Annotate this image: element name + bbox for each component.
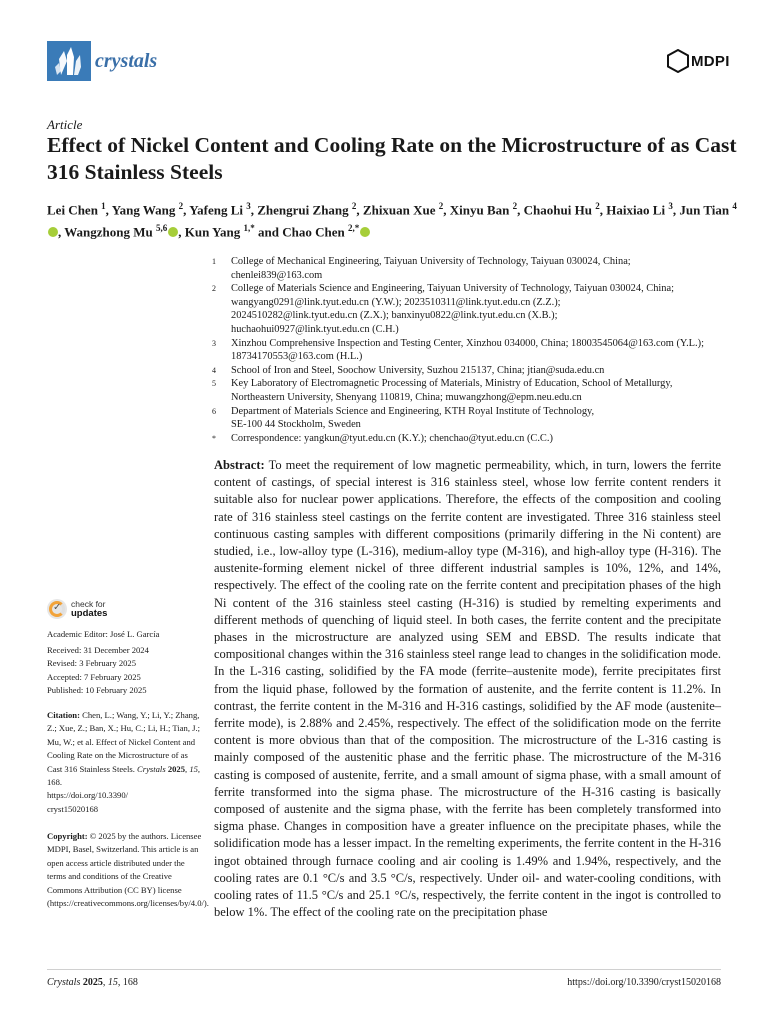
affiliation-line: Key Laboratory of Electromagnetic Processing of Materials, Ministry of Education, School of Metallurgy, (231, 378, 673, 390)
revised-date: Revised: 3 February 2025 (47, 658, 137, 669)
affiliation-item (212, 282, 732, 336)
author-name: Yafeng Li (189, 202, 244, 218)
citation-doi[interactable] (47, 789, 202, 816)
affiliation-text (231, 364, 732, 378)
check-for-updates-badge[interactable] (47, 598, 127, 620)
footer-doi-link[interactable]: https://doi.org/10.3390/cryst15020168 (567, 977, 721, 988)
author-name: Yang Wang (111, 202, 176, 218)
citation-label: Citation: (47, 710, 80, 720)
article-type: Article (47, 117, 83, 132)
affiliation-text (231, 432, 732, 446)
affiliation-number: 2 (212, 284, 216, 294)
author-name: Haixiao Li (606, 202, 666, 218)
affiliation-line: wangyang0291@link.tyut.edu.cn (Y.W.); 2023510311@link.tyut.edu.cn (Z.Z.); (231, 296, 561, 308)
author-affiliation-marker: 2 (512, 201, 518, 211)
affiliation-item (212, 405, 732, 432)
affiliation-line: College of Materials Science and Engineering, Taiyuan University of Technology, Taiyuan 030024, China; (231, 283, 674, 295)
affiliation-line: 2024510282@link.tyut.edu.cn (Z.X.); banxinyu0822@link.tyut.edu.cn (X.B.); (231, 310, 558, 322)
affiliation-text (231, 255, 732, 282)
publisher-name: MDPI (691, 52, 730, 70)
affiliation-text (231, 377, 732, 404)
affiliation-number: * (212, 433, 216, 443)
affiliation-line: School of Iron and Steel, Soochow University, Suzhou 215137, China; jtian@suda.edu.cn (231, 364, 605, 376)
publication-dates (47, 644, 202, 698)
citation-block: Citation: Chen, L.; Wang, Y.; Li, Y.; Zhang, Z.; Xue, Z.; Ban, X.; Hu, C.; Li, H.; Tian, J.; Mu, W.; et al. Effect of Nickel Content and Cooling Rate on the Microstructure of as Cast 316 Stainless Steels. Crystals 2025, 15, 168. https://doi.org/10.3390/ cryst15020168 (47, 709, 202, 816)
crystal-icon (47, 41, 91, 81)
affiliation-item (212, 364, 732, 378)
article-title: Effect of Nickel Content and Cooling Rate on the Microstructure of as Cast 316 Stainless Steels (47, 133, 737, 184)
footer-year: 2025 (82, 977, 103, 988)
author-name: Zhengrui Zhang (257, 202, 349, 218)
copyright-block (47, 830, 209, 910)
citation-doi-line2[interactable]: cryst15020168 (47, 803, 99, 814)
orcid-icon[interactable] (48, 227, 58, 237)
affiliation-line: SE-100 44 Stockholm, Sweden (231, 419, 361, 431)
author-affiliation-marker: 1 (101, 201, 106, 211)
affiliation-line: Correspondence: yangkun@tyut.edu.cn (K.Y.); chenchao@tyut.edu.cn (C.C.) (231, 432, 553, 444)
received-date: Received: 31 December 2024 (47, 645, 149, 655)
journal-logo[interactable] (47, 41, 91, 81)
orcid-icon[interactable] (168, 227, 178, 237)
orcid-icon[interactable] (360, 227, 370, 237)
author-name: Chao Chen (282, 224, 345, 240)
copyright-text: © 2025 by the authors. Licensee MDPI, Basel, Switzerland. This article is an open access article distributed under the terms and conditions of the Creative Commons Attribution (CC BY) license (https://creativecommons.org/licenses/by/4.0/). (47, 831, 209, 909)
citation-year: 2025 (167, 763, 186, 774)
affiliation-line: Xinzhou Comprehensive Inspection and Testing Center, Xinzhou 034000, China; 18003545064@163.com (Y.L.); (231, 337, 704, 349)
mdpi-hexagon-icon (667, 49, 689, 73)
affiliation-text (231, 337, 732, 364)
affiliation-number: 1 (212, 257, 216, 266)
affiliation-number: 4 (212, 365, 216, 375)
author-name: Jun Tian (679, 202, 730, 218)
affiliation-item (212, 255, 732, 282)
affiliation-line: Department of Materials Science and Engineering, KTH Royal Institute of Technology, (231, 405, 595, 417)
affiliation-line: College of Mechanical Engineering, Taiyuan University of Technology, Taiyuan 030024, China; (231, 256, 631, 267)
affiliation-number: 3 (212, 338, 216, 348)
affiliation-line: 18734170553@163.com (H.L.) (231, 351, 363, 363)
author-name: Xinyu Ban (449, 202, 510, 218)
author-list: Lei Chen $^1$, Yang Wang $^2$, Yafeng Li $^3$, Zhengrui Zhang $^2$, Zhixuan Xue $^2$, Xinyu Ban $^2$, Chaohui Hu $^2$, Haixiao Li $^3$, Jun Tian $^4$, Wangzhong Mu $^{5,6}$ , Kun Yang $^{1,*}$ and Chao Chen $^{2,*}$ (47, 201, 737, 240)
check-updates-line1: check for (71, 599, 106, 609)
affiliation-item (212, 432, 732, 446)
journal-name[interactable]: crystals (95, 50, 158, 72)
author-join: and (258, 224, 280, 240)
copyright-label: Copyright: (47, 831, 88, 841)
author-name: Zhixuan Xue (362, 202, 436, 218)
affiliations (212, 255, 732, 445)
author-affiliation-marker: 2 (178, 201, 184, 211)
author-affiliation-marker: 3 (246, 201, 251, 211)
footer-journal: Crystals (47, 977, 81, 988)
footer-citation: Crystals 2025, 15, 168 (47, 977, 138, 988)
affiliation-line: huchaohui0927@link.tyut.edu.cn (C.H.) (231, 323, 399, 335)
affiliation-text (231, 405, 732, 432)
author-name: Chaohui Hu (523, 202, 592, 218)
author-affiliation-marker: 2 (438, 201, 444, 211)
author-name: Wangzhong Mu (64, 224, 153, 240)
author-affiliation-marker: 2 (351, 201, 357, 211)
abstract (214, 457, 721, 921)
citation-volume: 15 (189, 763, 198, 774)
affiliation-number: 5 (212, 379, 216, 389)
accepted-date: Accepted: 7 February 2025 (47, 671, 141, 682)
author-name: Lei Chen (47, 202, 98, 218)
publisher-logo[interactable] (667, 44, 730, 78)
abstract-label: Abstract: (214, 458, 265, 472)
citation-page: , 168. (47, 763, 201, 788)
citation-journal: Crystals (137, 763, 166, 774)
author-affiliation-marker: 5,6 (156, 223, 168, 234)
published-date: Published: 10 February 2025 (47, 685, 147, 696)
footer-page: , 168 (117, 977, 138, 988)
author-affiliation-marker: 4 (732, 201, 737, 211)
citation-text: Chen, L.; Wang, Y.; Li, Y.; Zhang, Z.; Xue, Z.; Ban, X.; Hu, C.; Li, H.; Tian, J.; Mu, W.; et al. Effect of Nickel Content and Cooling Rate on the Microstructure of as Cast 316 Stainless Steels. (47, 710, 201, 774)
affiliation-line: chenlei839@163.com (231, 269, 323, 281)
author-affiliation-marker: 1,* (243, 223, 255, 234)
affiliation-item (212, 377, 732, 404)
affiliation-line: Northeastern University, Shenyang 110819, China; muwangzhong@epm.neu.edu.cn (231, 391, 582, 403)
author-affiliation-marker: 2,* (348, 223, 360, 234)
affiliation-text (231, 282, 732, 336)
author-affiliation-marker: 2 (595, 201, 600, 211)
academic-editor: Academic Editor: José L. García (47, 629, 160, 639)
footer-divider (47, 969, 721, 970)
affiliation-number: 6 (212, 406, 216, 416)
affiliation-item (212, 337, 732, 364)
footer-volume: 15 (107, 977, 118, 988)
citation-doi-line1[interactable]: https://doi.org/10.3390/ (47, 790, 129, 801)
check-updates-icon: ✓ (47, 599, 67, 619)
author-name: Kun Yang (184, 224, 241, 240)
abstract-text: To meet the requirement of low magnetic permeability, which, in turn, lowers the ferrite content of castings, of special interest is 316 stainless steel, whose low ferrite content renders it suitable also for nuclear power applications. Therefore, the effects of the composition and cooling rate of 316 stainless steel castings on the ferrite content are investigated. Three 316 stainless steel continuous casting samples with different compositions (primarily differing in the Ni content) are studied, i.e., low-alloy type (L-316), medium-alloy type (M-316), and high-alloy type (H-316). The austenite-forming element nickel of three different industrial samples is 10%, 12%, and 14%, respectively. The effect of the cooling rate on the ferrite content and precipitation phases of the high Ni content of the 316 stainless steel casting (H-316) is studied by remelting experiments and different methods of quenching of liquid steel. In both cases, the ferrite content and the precipitate phases in the microstructure are analyzed using SEM and EBSD. The results indicate that compositional changes within the 316 stainless steel range lead to changes in the solidification mode. In the L-316 casting, solidified by the FA mode (ferrite–austenite mode), ferrite precipitates first from the liquid phase, followed by the formation of austenite, and the ferrite content is 11.2%. In contrast, the ferrite content in the M-316 and H-316 castings, solidified by the AF mode (austenite–ferrite mode), is 2.88% and 2.45%, respectively. The effect of the solidification mode on the ferrite content is more obvious than that of the composition. The microstructure of the L-316 casting is mainly composed of the austenitic phase and the ferritic phase. The microstructure of the M-316 casting is composed of austenite, ferrite, and a small amount of sigma phase, with a small amount of ferrite transformed into the sigma phase. The microstructure of the H-316 casting is basically composed of austenite and the sigma phase, with the ferrite has been completely transformed into sigma phase. Changes in composition have a greater influence on the precipitate phases, while the solidification mode has a lesser impact. In the remelting experiments, the ferrite content in the H-316 ingot obtained through furnace cooling and air cooling is 1.49% and 1.94%, respectively, and the cooling rates are 0.1 °C/s and 3.5 °C/s, respectively. Under oil- and water-cooling conditions, with cooling rates of 11.5 °C/s and 25.1 °C/s, respectively, the ferrite content in the ingot is controlled to below 1%. The effect of the cooling rate on the precipitation phase (214, 458, 721, 920)
check-updates-line2: updates (71, 608, 108, 619)
author-affiliation-marker: 3 (668, 201, 673, 211)
